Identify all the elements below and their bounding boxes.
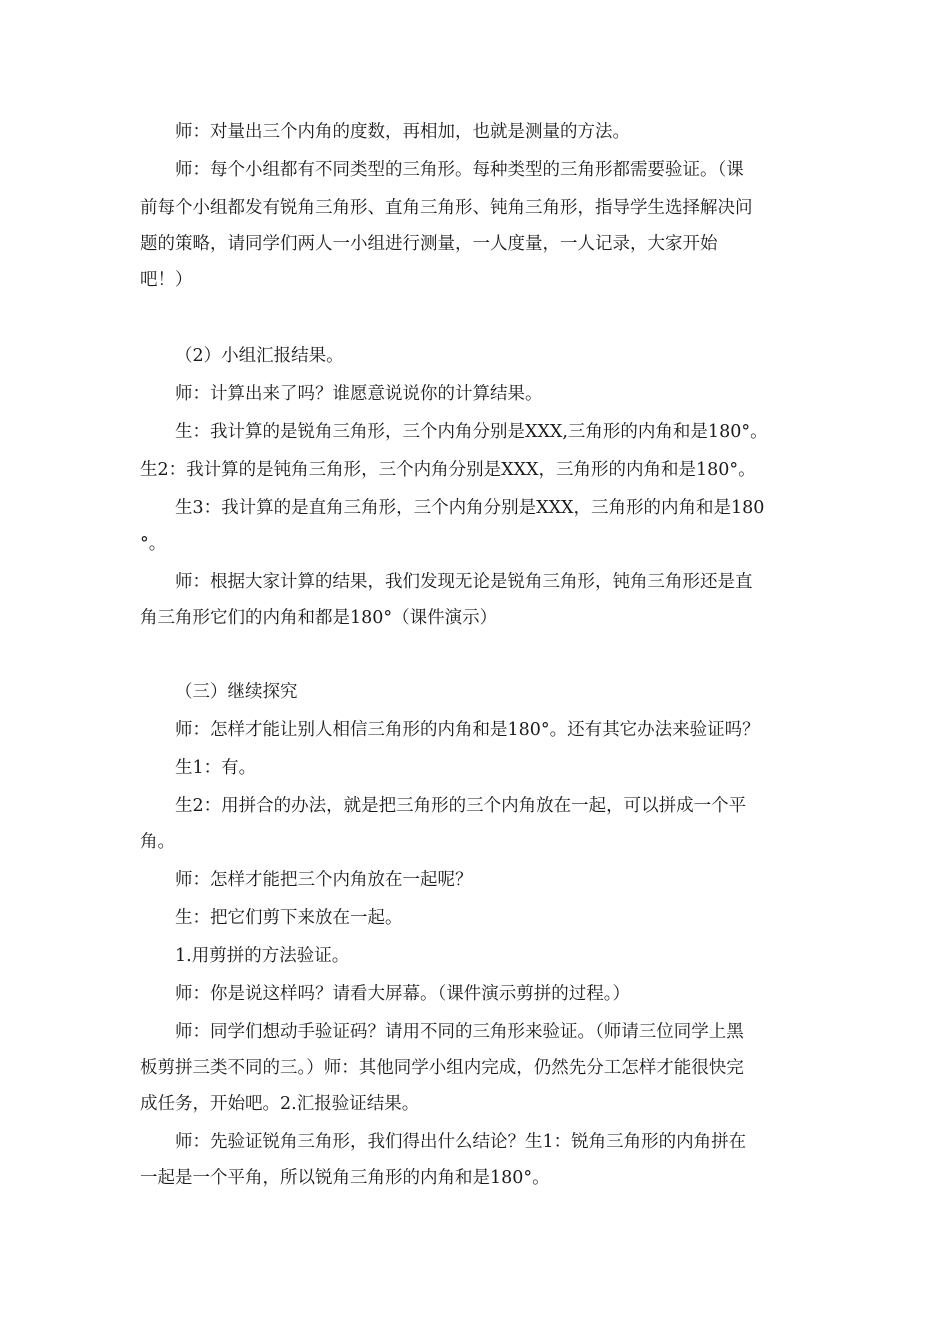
- section-heading: [140, 338, 820, 374]
- section-heading: [140, 674, 820, 710]
- paragraph: [140, 862, 820, 898]
- paragraph: [140, 712, 820, 748]
- text-line: （2）小组汇报结果。: [175, 346, 344, 366]
- text-line: 生3：我计算的是直角三角形，三个内角分别是XXX，三角形的内角和是180: [175, 498, 765, 518]
- text-line: 1.用剪拼的方法验证。: [175, 946, 350, 966]
- paragraph: [140, 414, 820, 450]
- text-line: °。: [140, 534, 167, 554]
- paragraph-continuation: [140, 1160, 820, 1196]
- paragraph: [140, 114, 820, 150]
- text-line: 师：先验证锐角三角形，我们得出什么结论？生1：锐角三角形的内角拼在: [175, 1132, 747, 1152]
- text-line: （三）继续探究: [175, 682, 298, 702]
- text-line: 师：你是说这样吗？请看大屏幕。（课件演示剪拼的过程。）: [175, 984, 630, 1004]
- text-line: 生：把它们剪下来放在一起。: [175, 908, 403, 928]
- text-line: 题的策略，请同学们两人一小组进行测量，一人度量，一人记录，大家开始: [140, 234, 718, 254]
- text-line: 吧！）: [140, 270, 193, 290]
- text-line: 师：怎样才能让别人相信三角形的内角和是180°。还有其它办法来验证吗？: [175, 720, 760, 740]
- text-line: 师：怎样才能把三个内角放在一起呢？: [175, 870, 473, 890]
- paragraph-continuation: [140, 600, 820, 636]
- paragraph-continuation: [140, 190, 820, 298]
- text-line: 师：同学们想动手验证码？请用不同的三角形来验证。（师请三位同学上黑: [175, 1022, 744, 1042]
- text-line: 角三角形它们的内角和都是180°（课件演示）: [140, 608, 498, 628]
- text-line: 师：每个小组都有不同类型的三角形。每种类型的三角形都需要验证。（课: [175, 160, 744, 180]
- paragraph: [140, 1124, 820, 1160]
- paragraph: [140, 900, 820, 936]
- text-line: 成任务，开始吧。2.汇报验证结果。: [140, 1094, 420, 1114]
- text-line: 生2：用拼合的办法，就是把三角形的三个内角放在一起，可以拼成一个平: [175, 796, 747, 816]
- text-line: 一起是一个平角，所以锐角三角形的内角和是180°。: [140, 1168, 550, 1188]
- paragraph: [140, 376, 820, 412]
- text-line: 生1：有。: [175, 758, 257, 778]
- paragraph: [140, 564, 820, 600]
- text-line: 师：计算出来了吗？谁愿意说说你的计算结果。: [175, 384, 543, 404]
- text-line: 生2：我计算的是钝角三角形，三个内角分别是XXX，三角形的内角和是180°。: [140, 460, 756, 480]
- paragraph-continuation: [140, 1050, 820, 1122]
- paragraph-continuation: [140, 824, 820, 860]
- paragraph: [140, 976, 820, 1012]
- paragraph: [140, 750, 820, 786]
- paragraph: [140, 788, 820, 824]
- text-line: 板剪拼三类不同的三。）师：其他同学小组内完成，仍然先分工怎样才能很快完: [140, 1058, 744, 1078]
- paragraph-continuation: [140, 452, 820, 488]
- text-line: 师：对量出三个内角的度数，再相加，也就是测量的方法。: [175, 122, 630, 142]
- text-line: 生：我计算的是锐角三角形，三个内角分别是XXX,三角形的内角和是180°。: [175, 422, 768, 442]
- text-line: 师：根据大家计算的结果，我们发现无论是锐角三角形，钝角三角形还是直: [175, 572, 753, 592]
- paragraph: [140, 1014, 820, 1050]
- text-line: 角。: [140, 832, 175, 852]
- paragraph-continuation: [140, 526, 820, 562]
- paragraph: [140, 152, 820, 188]
- paragraph: [140, 490, 820, 526]
- paragraph: [140, 938, 820, 974]
- text-line: 前每个小组都发有锐角三角形、直角三角形、钝角三角形，指导学生选择解决问: [140, 198, 753, 218]
